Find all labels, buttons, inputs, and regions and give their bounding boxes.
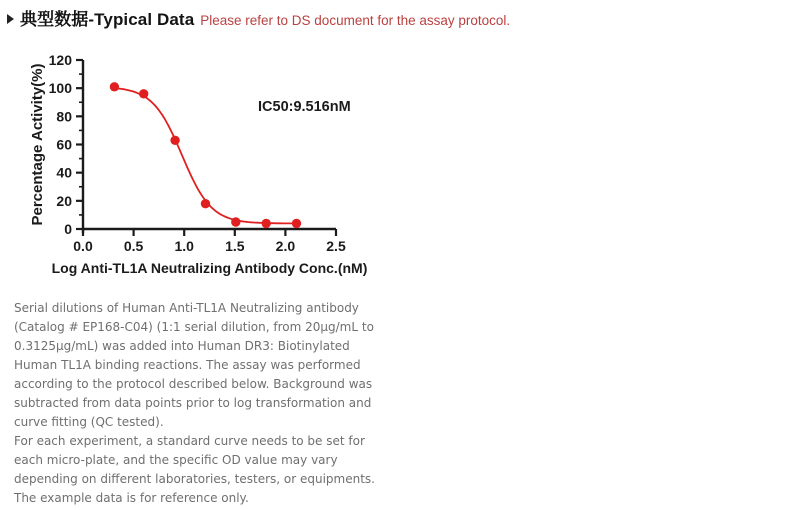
dose-response-chart-svg	[30, 55, 370, 283]
x-tick-label: 2.0	[275, 238, 296, 254]
y-axis-label: Percentage Activity(%)	[30, 63, 46, 226]
data-point	[292, 219, 301, 228]
assay-description	[14, 299, 394, 508]
ic50-annotation: IC50:9.516nM	[258, 99, 351, 115]
y-tick-label: 20	[56, 192, 72, 209]
data-point	[170, 136, 179, 145]
assay-protocol-note: Please refer to DS document for the assay protocol.	[200, 13, 511, 28]
description-line: For each experiment, a standard curve needs to be set for	[14, 434, 365, 448]
data-point	[110, 82, 119, 91]
section-title: 典型数据-Typical Data	[20, 10, 195, 29]
description-line: depending on different laboratories, testers, or equipments.	[14, 472, 375, 486]
description-line: Human TL1A binding reactions. The assay was performed	[14, 358, 361, 372]
description-line: curve fitting (QC tested).	[14, 415, 164, 429]
y-tick-label: 100	[48, 80, 72, 97]
description-line: each micro-plate, and the specific OD value may vary	[14, 453, 338, 467]
triangle-bullet-icon	[7, 14, 14, 24]
x-tick-label: 0.0	[73, 238, 93, 254]
description-line: according to the protocol described below. Background was	[14, 377, 373, 391]
data-point	[262, 219, 271, 228]
data-point	[139, 89, 148, 98]
y-tick-label: 40	[56, 164, 72, 181]
y-tick-label: 60	[56, 136, 72, 153]
x-tick-label: 2.5	[326, 238, 346, 254]
x-axis-label: Log Anti-TL1A Neutralizing Antibody Conc.(nM)	[51, 260, 368, 276]
description-line: Serial dilutions of Human Anti-TL1A Neutralizing antibody	[14, 301, 359, 315]
data-point	[231, 217, 240, 226]
description-line: The example data is for reference only.	[14, 491, 249, 505]
y-tick-label: 120	[48, 55, 72, 68]
x-tick-label: 1.0	[174, 238, 194, 254]
description-line: (Catalog # EP168-C04) (1:1 serial dilution, from 20µg/mL to	[14, 320, 374, 334]
section-header	[7, 5, 510, 30]
description-line: subtracted from data points prior to log transformation and	[14, 396, 372, 410]
x-tick-label: 1.5	[225, 238, 245, 254]
y-tick-label: 0	[64, 221, 72, 237]
y-tick-label: 80	[56, 108, 72, 125]
x-tick-label: 0.5	[123, 238, 144, 254]
dose-response-chart	[30, 55, 370, 283]
data-point	[201, 199, 210, 208]
description-line: 0.3125µg/mL) was added into Human DR3: Biotinylated	[14, 339, 350, 353]
